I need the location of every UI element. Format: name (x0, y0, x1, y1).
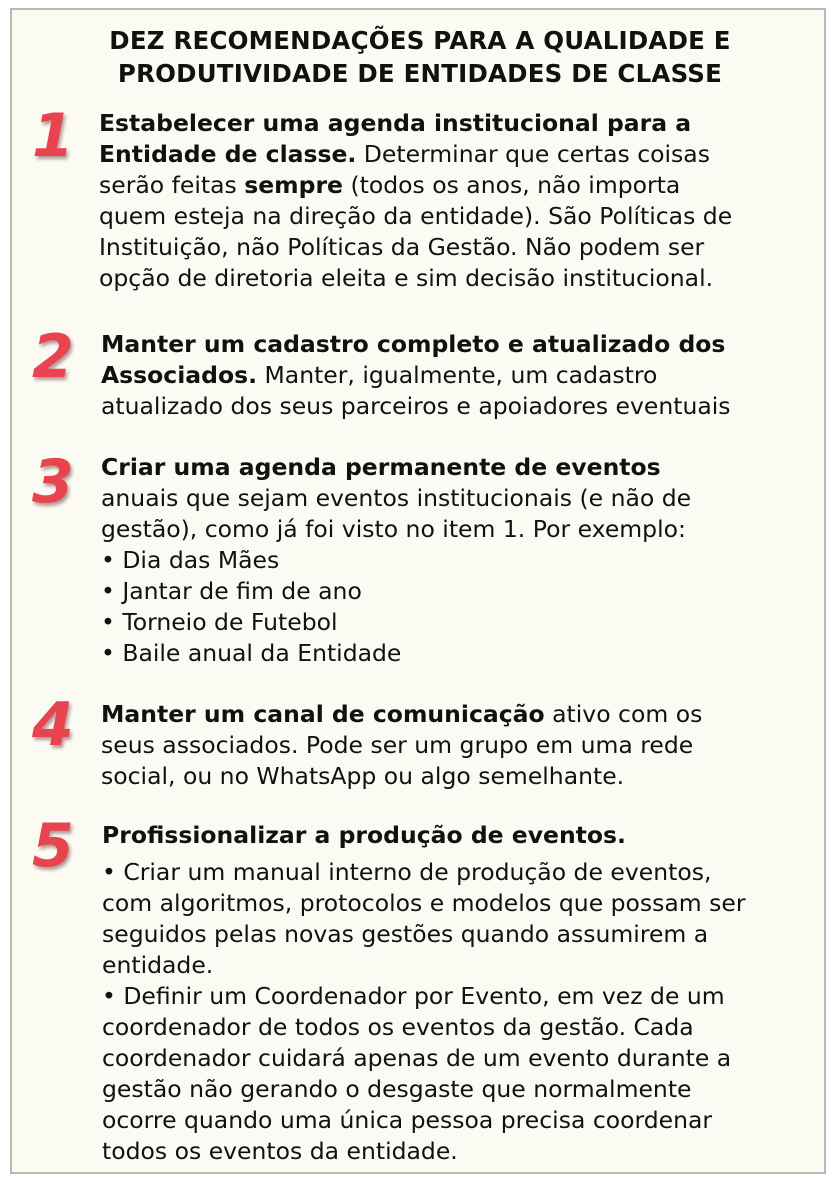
item-text-1-line5: opção de diretoria eleita e sim decisão institucional. (99, 264, 714, 292)
recommendations-card (10, 8, 826, 1174)
item-number-3: 3 (32, 447, 74, 517)
item-heading-5: Profissionalizar a produção de eventos. (102, 821, 626, 849)
item-number-4: 4 (32, 690, 74, 760)
item-heading-1: Estabelecer uma agenda institucional para a (99, 109, 692, 137)
item-heading-1b: Entidade de classe. (99, 140, 357, 168)
item-text-4-line1: ativo com os (544, 700, 703, 728)
item-text-1-line2a: serão feitas (99, 171, 245, 199)
item-number-2: 2 (32, 322, 74, 392)
item-body-5 (102, 820, 746, 1167)
item-text-5-line: coordenador de todos os eventos da gestão. Cada (102, 1013, 694, 1041)
item-text-5-line: ocorre quando uma única pessoa precisa coordenar (102, 1106, 713, 1134)
page-title: DEZ RECOMENDAÇÕES PARA A QUALIDADE E PRODUTIVIDADE DE ENTIDADES DE CLASSE (109, 26, 731, 88)
item-text-5-line: • Criar um manual interno de produção de eventos, (102, 858, 712, 886)
item-heading-2b: Associados. (101, 361, 258, 389)
item-text-5-line: seguidos pelas novas gestões quando assumirem a (102, 920, 709, 948)
item-text-5-line: entidade. (102, 951, 214, 979)
item-text-1-emphasis: sempre (244, 171, 343, 199)
item-body-3 (101, 452, 691, 669)
item-body-4 (101, 699, 702, 792)
item-text-1-line3: quem esteja na direção da entidade). São Políticas de (99, 202, 733, 230)
list-item: • Baile anual da Entidade (101, 639, 402, 667)
list-item: • Torneio de Futebol (101, 608, 338, 636)
item-number-1: 1 (32, 101, 74, 171)
item-text-4-line2: seus associados. Pode ser um grupo em uma rede (101, 731, 694, 759)
item-text-2-line2: atualizado dos seus parceiros e apoiadores eventuais (101, 392, 731, 420)
item-text-4-line3: social, ou no WhatsApp ou algo semelhante. (101, 762, 625, 790)
item-body-1 (99, 108, 732, 294)
item-number-5: 5 (32, 811, 74, 881)
item-body-2 (101, 329, 731, 422)
item-text-1-line2c: (todos os anos, não importa (342, 171, 681, 199)
item-text-5-line: gestão não gerando o desgaste que normalmente (102, 1075, 692, 1103)
list-item: • Dia das Mães (101, 546, 280, 574)
item-text-5-line: coordenador cuidará apenas de um evento durante a (102, 1044, 732, 1072)
item-heading-4: Manter um canal de comunicação (101, 700, 545, 728)
item-text-1-line4: Instituição, não Políticas da Gestão. Não podem ser (99, 233, 705, 261)
item-heading-2: Manter um cadastro completo e atualizado dos (101, 330, 726, 358)
item-text-1-line1: Determinar que certas coisas (356, 140, 710, 168)
list-item: • Jantar de fim de ano (101, 577, 362, 605)
item-text-5-line: • Definir um Coordenador por Evento, em vez de um (102, 982, 725, 1010)
item-text-2-line1: Manter, igualmente, um cadastro (257, 361, 658, 389)
item-text-3-line2: gestão), como já foi visto no item 1. Por exemplo: (101, 515, 686, 543)
item-text-5-line: com algoritmos, protocolos e modelos que possam ser (102, 889, 746, 917)
item-text-5-line: todos os eventos da entidade. (102, 1137, 458, 1165)
item-text-3-line1: anuais que sejam eventos institucionais (e não de (101, 484, 692, 512)
item-heading-3: Criar uma agenda permanente de eventos (101, 453, 661, 481)
